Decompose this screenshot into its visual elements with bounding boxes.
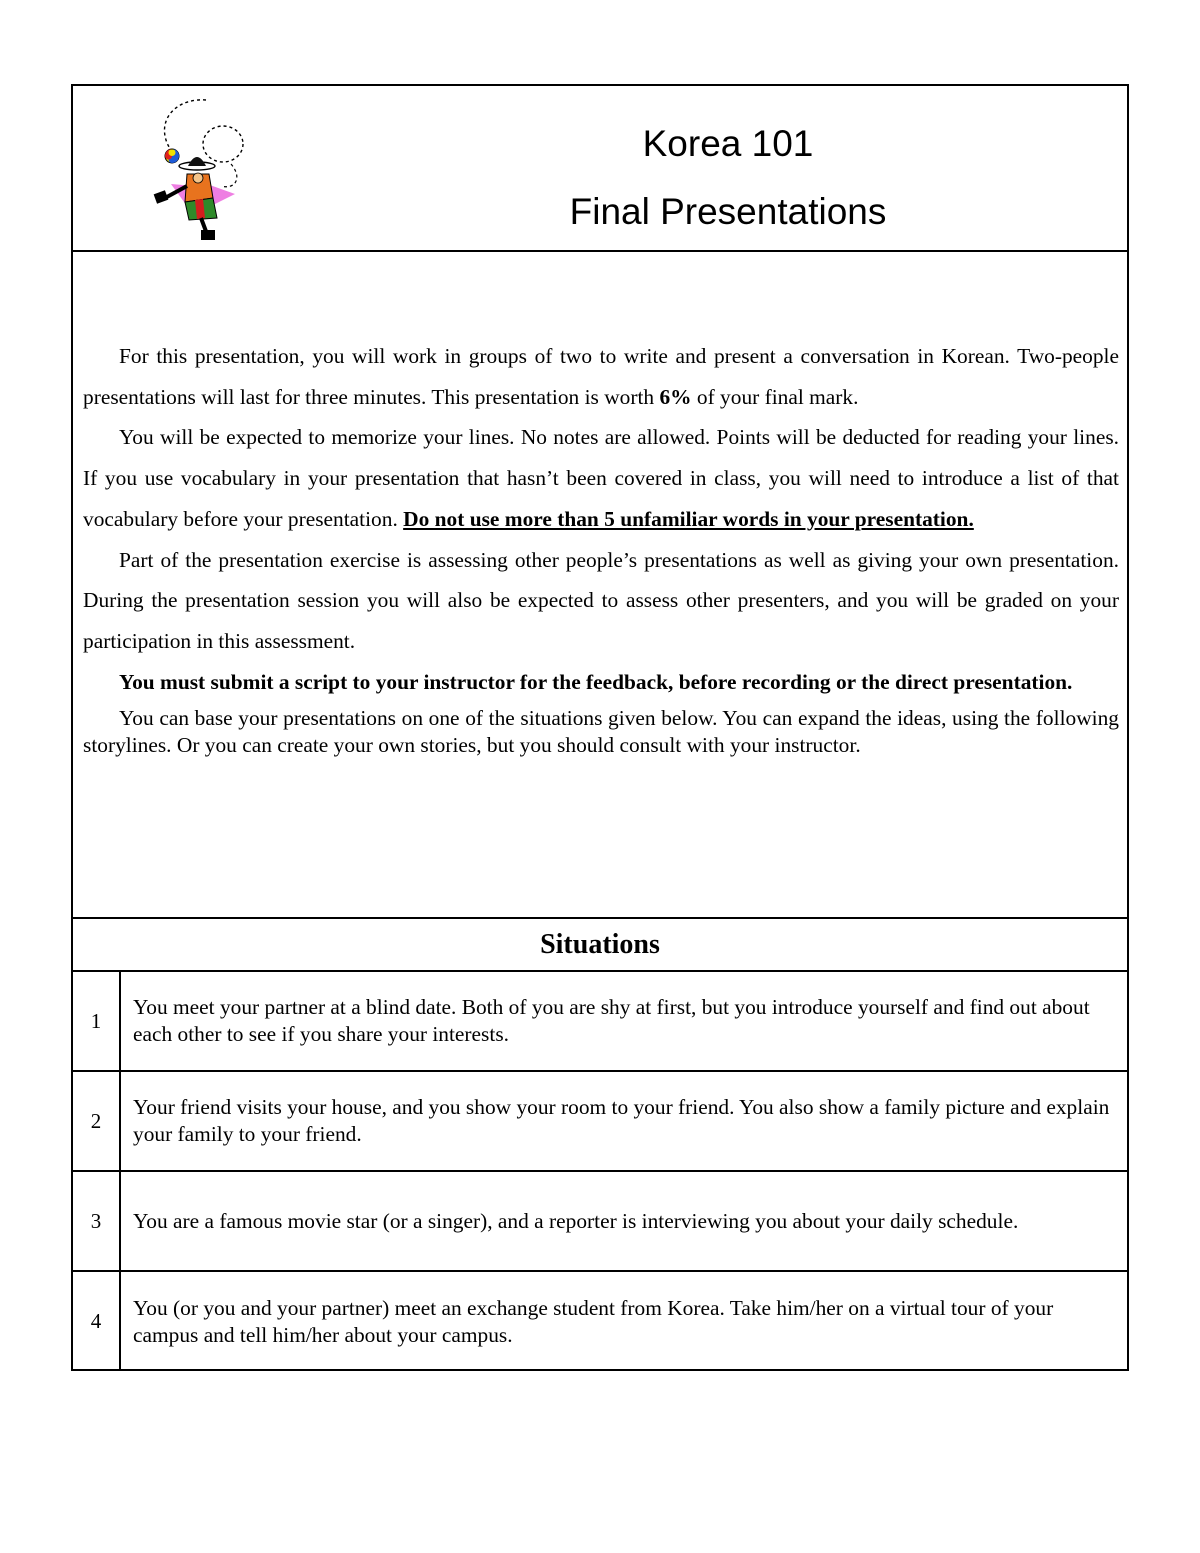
situation-row (73, 1172, 1127, 1272)
situation-text: You meet your partner at a blind date. Both of you are shy at first, but you introduce yourself and find out about each other to see if you share your interests. (133, 995, 1090, 1046)
situation-text: Your friend visits your house, and you show your room to your friend. You also show a family picture and explain your family to your friend. (133, 1095, 1110, 1146)
p1-text: For this presentation, you will work in groups of two to write and present a conversation in Korean. Two-people presentations will last for three minutes. This presentation is worth (83, 344, 1119, 409)
p1-text-end: of your final mark. (691, 384, 859, 409)
course-title: Korea 101 (642, 123, 814, 164)
situation-row (73, 1272, 1127, 1371)
instructions-section (83, 336, 1119, 759)
situation-text: You are a famous movie star (or a singer), and a reporter is interviewing you about your daily schedule. (133, 1208, 1019, 1233)
situation-number: 2 (73, 1072, 121, 1170)
situation-number: 3 (73, 1172, 121, 1270)
instructions-paragraph-3: Part of the presentation exercise is assessing other people’s presentations as well as giving your own presentation. During the presentation session you will also be expected to assess other presenters, and you will be graded on your participation in this assessment. (83, 547, 1119, 653)
situation-text: You (or you and your partner) meet an exchange student from Korea. Take him/her on a virtual tour of your campus and tell him/her about your campus. (133, 1295, 1054, 1347)
instructions-paragraph-1 (83, 336, 1119, 417)
dancer-mascot-icon (151, 94, 261, 244)
title-block (503, 110, 953, 246)
situation-number: 1 (73, 972, 121, 1070)
vocabulary-limit-note: Do not use more than 5 unfamiliar words in your presentation. (403, 506, 974, 531)
instructions-paragraph-2 (83, 417, 1119, 539)
situation-number: 4 (73, 1272, 121, 1371)
situations-heading: Situations (73, 917, 1127, 972)
document-frame (71, 84, 1129, 1371)
instructions-paragraph-4 (83, 662, 1119, 703)
situations-table (73, 972, 1127, 1371)
situation-row (73, 1072, 1127, 1172)
grade-weight: 6% (659, 384, 692, 409)
p2-text: You will be expected to memorize your lines. No notes are allowed. Points will be deducted for reading your lines. If you use vocabulary in your presentation that hasn’t been covered in class, you will need to introduce a list of that vocabulary before your presentation. (83, 425, 1119, 531)
script-requirement: You must submit a script to your instructor for the feedback, before recording or the direct presentation. (119, 669, 1073, 694)
header-row (73, 86, 1127, 252)
document-title: Final Presentations (569, 191, 887, 232)
instructions-paragraph-5: You can base your presentations on one of the situations given below. You can expand the ideas, using the following storylines. Or you can create your own stories, but you should consult with your instructor. (83, 706, 1119, 758)
situation-row (73, 972, 1127, 1072)
